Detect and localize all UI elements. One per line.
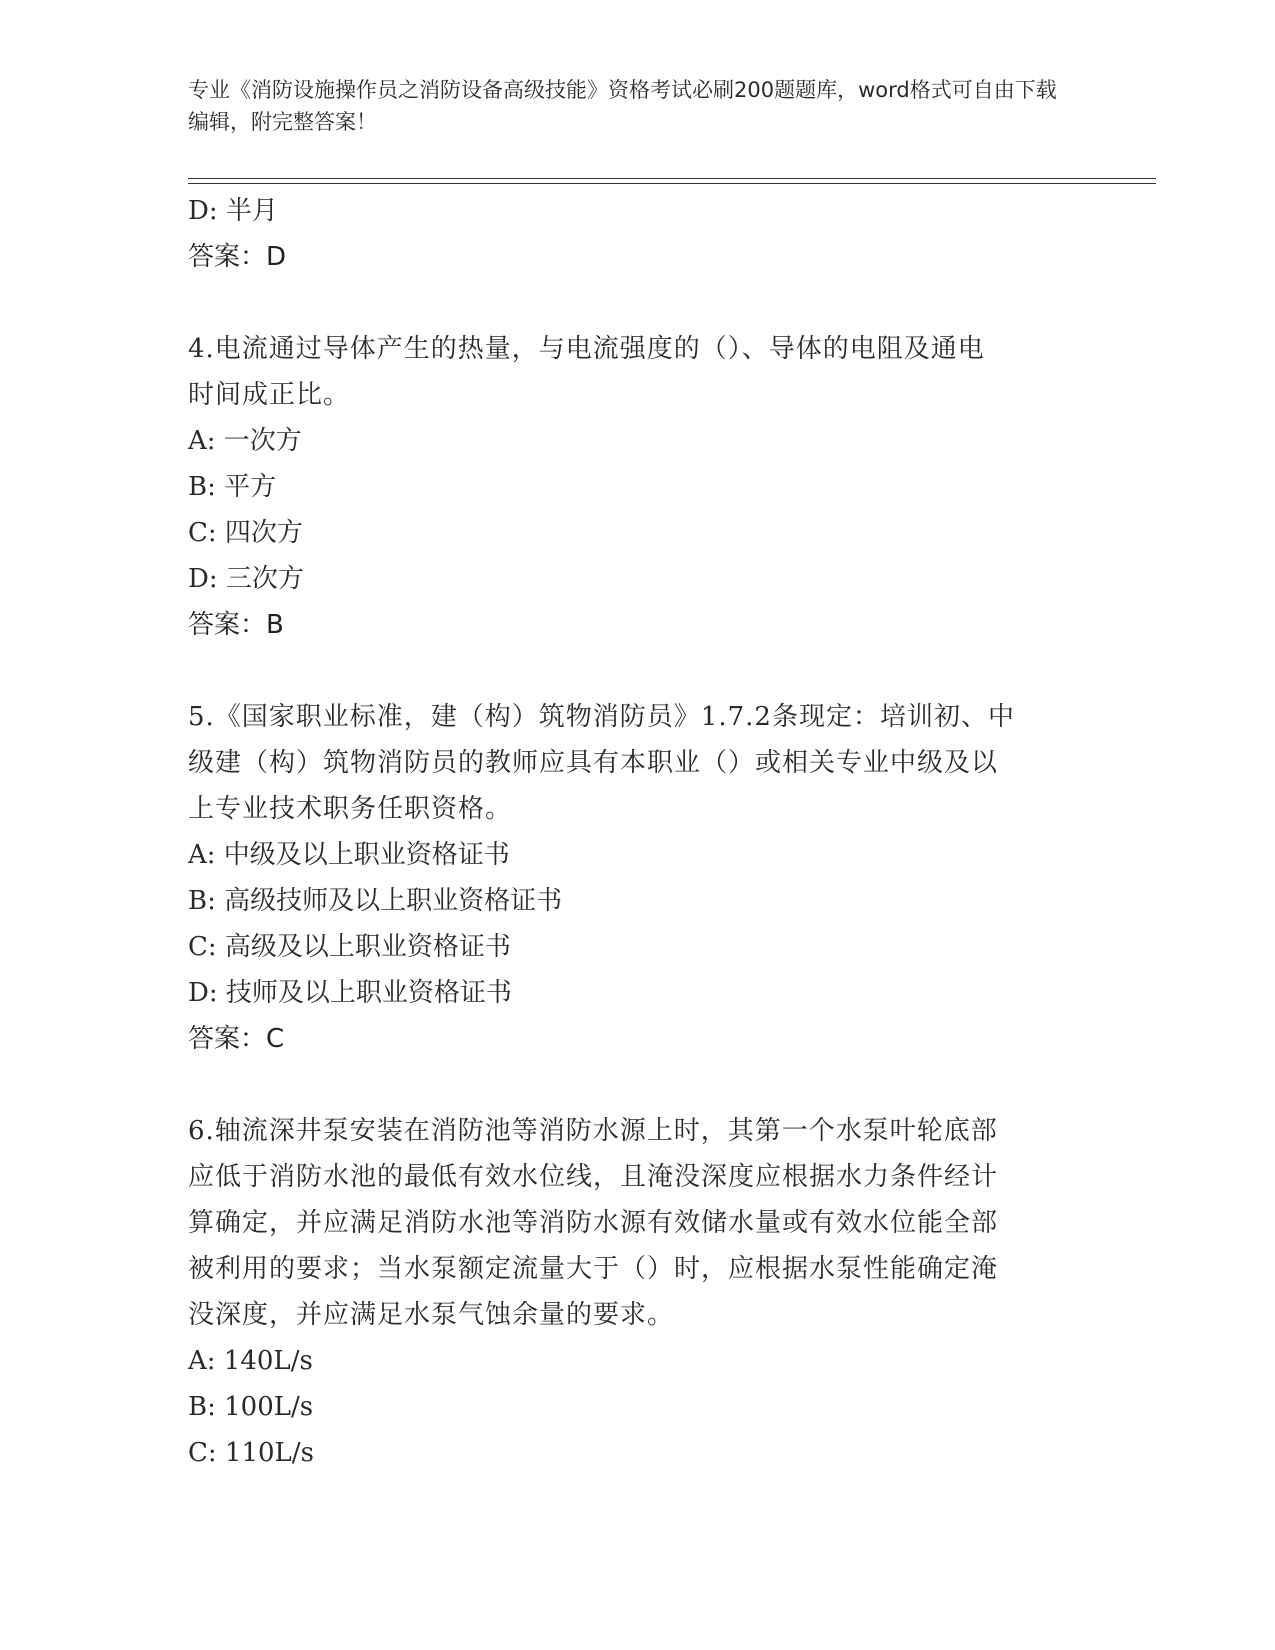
header-divider-top bbox=[188, 178, 1156, 179]
question-text-line: 没深度，并应满足水泵气蚀余量的要求。 bbox=[188, 1300, 675, 1330]
option-b: B: 平方 bbox=[188, 472, 277, 502]
question-text-line: 4.电流通过导体产生的热量，与电流强度的（）、导体的电阻及通电 bbox=[188, 334, 985, 364]
document-title: 专业《消防设施操作员之消防设备高级技能》资格考试必刷200题题库，word格式可自由下载编辑，附完整答案！ bbox=[188, 78, 1057, 134]
spacer bbox=[188, 1062, 1068, 1108]
question-5 bbox=[188, 694, 1068, 1062]
spacer bbox=[188, 280, 1068, 326]
question-text-line: 被利用的要求；当水泵额定流量大于（）时，应根据水泵性能确定淹 bbox=[188, 1254, 999, 1284]
answer-line: 答案：D bbox=[188, 242, 287, 272]
page-header bbox=[188, 74, 1068, 138]
question-content bbox=[188, 188, 1068, 1476]
question-text-line: 6.轴流深井泵安装在消防池等消防水源上时，其第一个水泵叶轮底部 bbox=[188, 1116, 998, 1146]
option-d: D: 技师及以上职业资格证书 bbox=[188, 978, 512, 1008]
question-text-line: 上专业技术职务任职资格。 bbox=[188, 794, 513, 824]
question-text-line: 级建（构）筑物消防员的教师应具有本职业（）或相关专业中级及以 bbox=[188, 748, 999, 778]
option-d: D: 半月 bbox=[188, 196, 278, 226]
option-a: A: 140L/s bbox=[188, 1346, 313, 1376]
question-text-line: 5.《国家职业标准，建（构）筑物消防员》1.7.2条现定：培训初、中 bbox=[188, 702, 1015, 732]
option-b: B: 100L/s bbox=[188, 1392, 314, 1422]
option-c: C: 高级及以上职业资格证书 bbox=[188, 932, 511, 962]
option-c: C: 110L/s bbox=[188, 1438, 314, 1468]
question-text-line: 时间成正比。 bbox=[188, 380, 351, 410]
question-text-line: 应低于消防水池的最低有效水位线，且淹没深度应根据水力条件经计 bbox=[188, 1162, 999, 1192]
question-4 bbox=[188, 326, 1068, 648]
option-a: A: 一次方 bbox=[188, 426, 302, 456]
answer-line: 答案：C bbox=[188, 1024, 285, 1054]
option-c: C: 四次方 bbox=[188, 518, 303, 548]
option-a: A: 中级及以上职业资格证书 bbox=[188, 840, 510, 870]
option-b: B: 高级技师及以上职业资格证书 bbox=[188, 886, 563, 916]
answer-line: 答案：B bbox=[188, 610, 284, 640]
option-d: D: 三次方 bbox=[188, 564, 304, 594]
previous-question-tail bbox=[188, 188, 1068, 280]
question-6 bbox=[188, 1108, 1068, 1476]
question-text-line: 算确定，并应满足消防水池等消防水源有效储水量或有效水位能全部 bbox=[188, 1208, 999, 1238]
spacer bbox=[188, 648, 1068, 694]
header-divider-bottom bbox=[188, 183, 1156, 184]
